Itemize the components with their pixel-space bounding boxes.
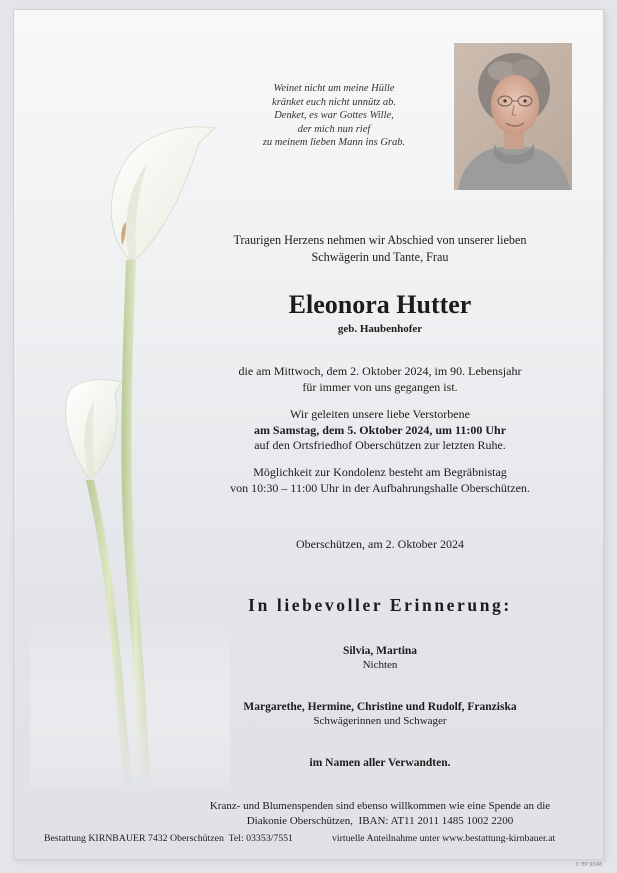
mourner-names: Margarethe, Hermine, Christine und Rudolf, Franziska xyxy=(243,701,517,713)
footer-undertaker: Bestattung KIRNBAUER 7432 Oberschützen Tel: 03353/7551 xyxy=(44,833,293,844)
portrait-photo xyxy=(454,43,572,190)
poem-line: kränket euch nicht unnütz ab. xyxy=(272,96,396,108)
funeral-date: am Samstag, dem 5. Oktober 2024, um 11:00 Uhr xyxy=(253,422,507,437)
poem-line: der mich nun rief xyxy=(297,123,371,135)
donation-iban: Diakonie Oberschützen, IBAN: AT11 2011 1485 1002 2200 xyxy=(246,814,514,827)
deceased-name: Eleonora Hutter xyxy=(288,290,472,319)
memory-heading: In liebevoller Erinnerung: xyxy=(248,595,512,615)
death-notice xyxy=(200,364,560,395)
print-code: © EP 9348 xyxy=(575,862,603,868)
poem-line: Denket, es war Gottes Wille, xyxy=(274,110,394,122)
donation-note xyxy=(190,799,570,828)
death-notice-line: für immer von uns gegangen ist. xyxy=(302,379,458,394)
poem-line: Weinet nicht um meine Hülle xyxy=(273,83,395,94)
closing-line: im Namen aller Verwandten. xyxy=(309,757,451,769)
condolence-line: von 10:30 – 11:00 Uhr in der Aufbahrungshalle Oberschützen. xyxy=(230,480,530,495)
intro-line: Traurigen Herzens nehmen wir Abschied von unserer lieben xyxy=(233,233,527,247)
funeral-info xyxy=(200,407,560,454)
place-date: Oberschützen, am 2. Oktober 2024 xyxy=(296,537,464,551)
mourner-relation: Schwägerinnen und Schwager xyxy=(313,715,447,727)
birth-name: geb. Haubenhofer xyxy=(337,323,423,335)
death-notice-line: die am Mittwoch, dem 2. Oktober 2024, im 90. Lebensjahr xyxy=(238,364,522,378)
mourner-names: Silvia, Martina xyxy=(342,645,418,657)
poem xyxy=(222,82,446,150)
donation-line: Kranz- und Blumenspenden sind ebenso willkommen wie eine Spende an die xyxy=(209,800,551,812)
funeral-line: auf den Ortsfriedhof Oberschützen zur letzten Ruhe. xyxy=(254,438,506,452)
poem-line: zu meinem lieben Mann ins Grab. xyxy=(262,137,406,149)
footer-website: virtuelle Anteilnahme unter www.bestattung-kirnbauer.at xyxy=(332,833,556,844)
intro-line: Schwägerin und Tante, Frau xyxy=(311,250,449,264)
condolence-line: Möglichkeit zur Kondolenz besteht am Begräbnistag xyxy=(253,465,507,479)
funeral-line: Wir geleiten unsere liebe Verstorbene xyxy=(290,407,470,421)
mourner-relation: Nichten xyxy=(362,659,398,671)
intro-text xyxy=(200,232,560,266)
condolence-info xyxy=(200,465,560,496)
